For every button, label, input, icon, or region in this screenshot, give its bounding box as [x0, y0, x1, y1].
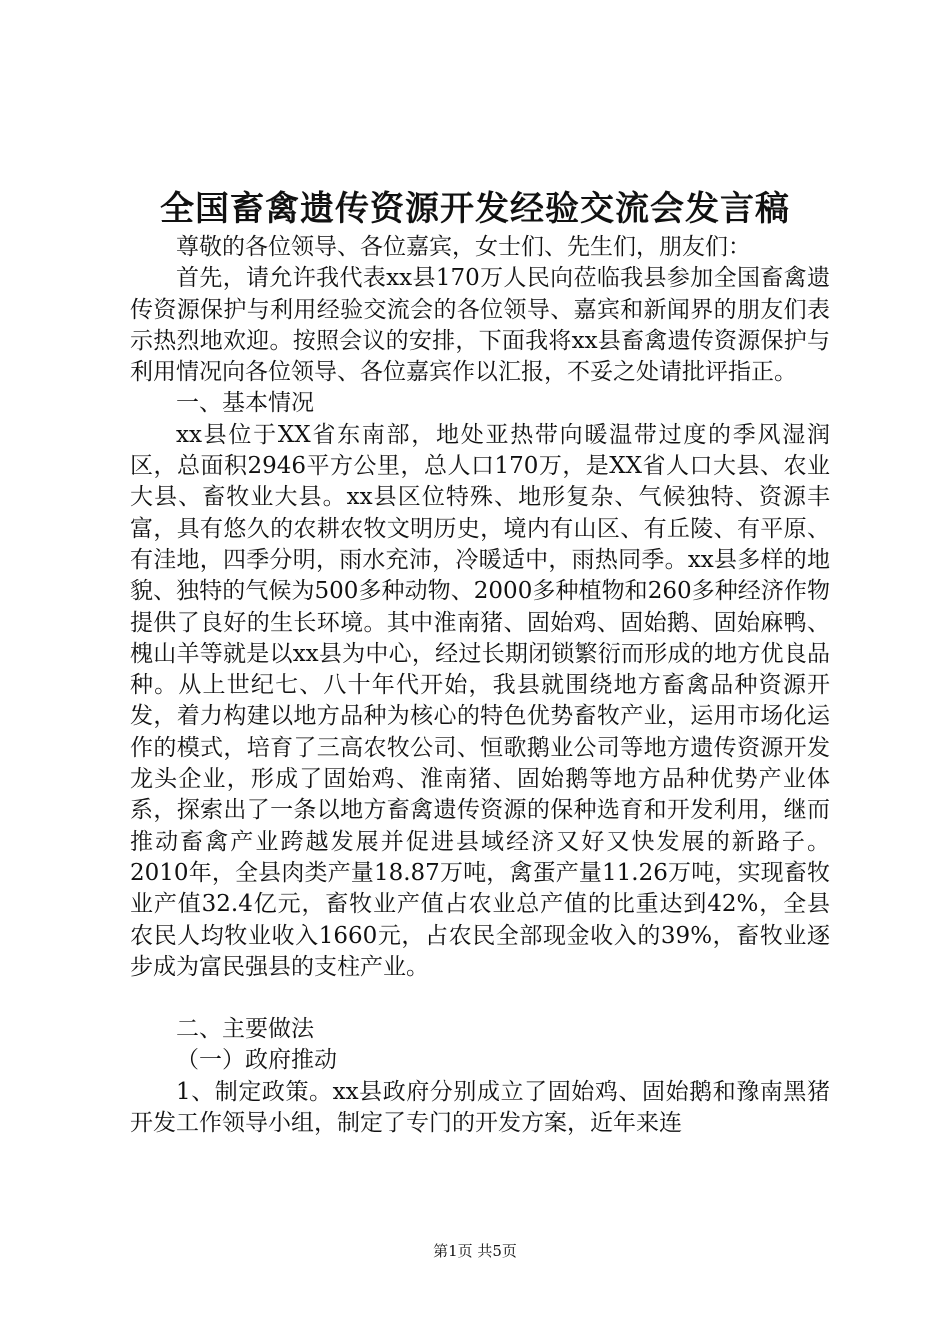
paragraph-basic-situation: xx县位于XX省东南部，地处亚热带向暖温带过度的季风湿润区，总面积2946平方公里，总人口170万，是XX省人口大县、农业大县、畜牧业大县。xx县区位特殊、地形复杂、气候独特、资源丰富，具有悠久的农耕农牧文明历史，境内有山区、有丘陵、有平原、有洼地，四季分明，雨水充沛，冷暖适中，雨热同季。xx县多样的地貌、独特的气候为500多种动物、2000多种植物和260多种经济作物提供了良好的生长环境。其中淮南猪、固始鸡、固始鹅、固始麻鸭、槐山羊等就是以xx县为中心，经过长期闭锁繁衍而形成的地方优良品种。从上世纪七、八十年代开始，我县就围绕地方畜禽品种资源开发，着力构建以地方品种为核心的特色优势畜牧产业，运用市场化运作的模式，培育了三高农牧公司、恒歌鹅业公司等地方遗传资源开发龙头企业，形成了固始鸡、淮南猪、固始鹅等地方品种优势产业体系，探索出了一条以地方畜禽遗传资源的保种选育和开发利用，继而推动畜禽产业跨越发展并促进县域经济又好又快发展的新路子。2010年，全县肉类产量18.87万吨，禽蛋产量11.26万吨，实现畜牧业产值32.4亿元，畜牧业产值占农业总产值的比重达到42%，全县农民人均牧业收入1660元，占农民全部现金收入的39%，畜牧业逐步成为富民强县的支柱产业。	[130, 421, 830, 980]
subsection-heading-government: （一）政府推动	[176, 1047, 337, 1074]
section-heading-basic-situation: 一、基本情况	[176, 390, 314, 417]
document-body	[130, 232, 830, 1139]
paragraph-opening: 首先，请允许我代表xx县170万人民向莅临我县参加全国畜禽遗传资源保护与利用经验交流会的各位领导、嘉宾和新闻界的朋友们表示热烈地欢迎。按照会议的安排，下面我将xx县畜禽遗传资源保护与利用情况向各位领导、各位嘉宾作以汇报，不妥之处请批评指正。	[130, 265, 830, 386]
paragraph-salutation: 尊敬的各位领导、各位嘉宾，女士们、先生们，朋友们：	[176, 234, 751, 260]
paragraph-policy: 1、制定政策。xx县政府分别成立了固始鸡、固始鹅和豫南黑猪开发工作领导小组，制定了专门的开发方案，近年来连	[130, 1078, 830, 1137]
document-title: 全国畜禽遗传资源开发经验交流会发言稿	[160, 189, 790, 229]
section-heading-main-practices: 二、主要做法	[176, 1016, 314, 1043]
page-footer: 第1页 共5页	[433, 1242, 517, 1260]
